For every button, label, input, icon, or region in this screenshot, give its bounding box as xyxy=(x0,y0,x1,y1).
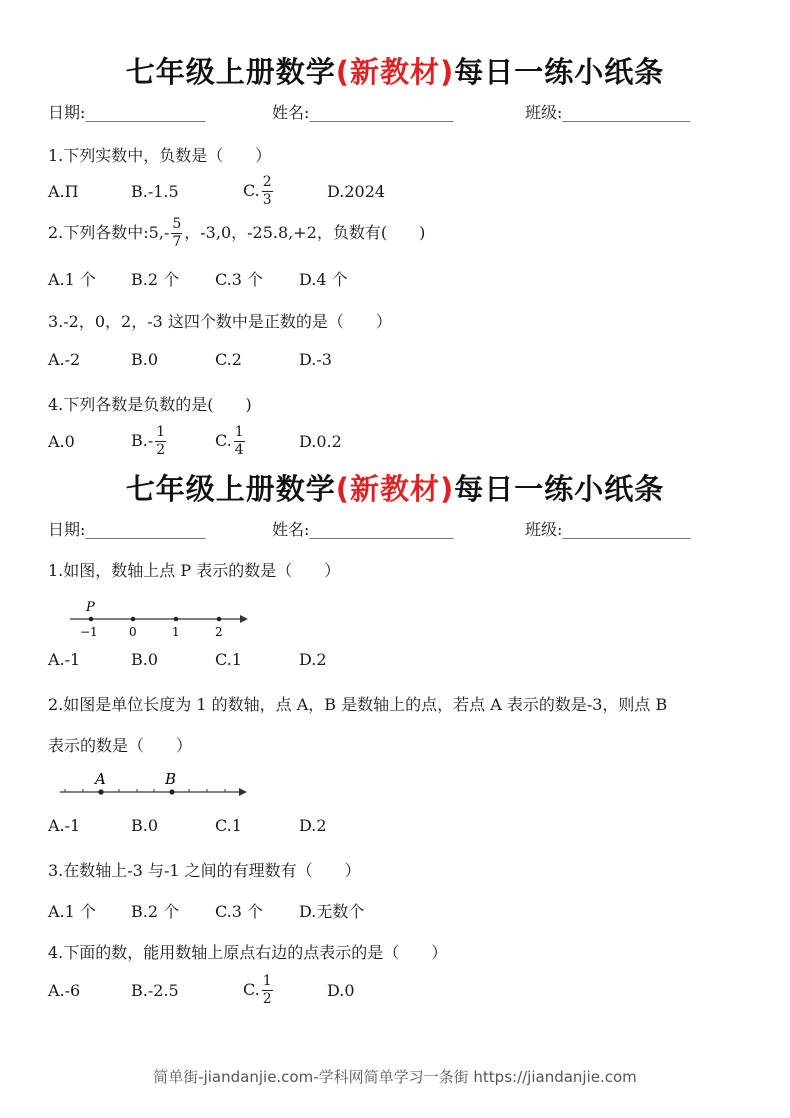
date-field[interactable]: 日期:_______________ xyxy=(48,103,206,122)
fraction-numerator: 1 xyxy=(156,424,166,440)
question-text: 4.下面的数，能用数轴上原点右边的点表示的是（ ） xyxy=(48,943,448,962)
point-a-label: A xyxy=(95,770,106,788)
axis-point xyxy=(217,617,222,622)
option-c[interactable]: C.3 个 xyxy=(215,270,264,289)
tick-label: −1 xyxy=(80,625,98,639)
title-highlight: (新教材) xyxy=(335,55,455,89)
point-b xyxy=(169,789,174,794)
number-line-p xyxy=(62,598,252,643)
name-field[interactable]: 姓名:__________________ xyxy=(272,103,454,122)
axis-point xyxy=(131,617,136,622)
option-b[interactable]: B.2 个 xyxy=(131,270,180,289)
question-text: 3.在数轴上-3 与-1 之间的有理数有（ ） xyxy=(48,861,361,880)
tick-label: 1 xyxy=(172,625,180,639)
fraction xyxy=(171,216,182,251)
option-a[interactable]: A.Π xyxy=(48,182,79,201)
option-a[interactable]: A.1 个 xyxy=(48,902,96,921)
point-b-label: B xyxy=(165,770,177,788)
option-label: C. xyxy=(215,431,232,450)
number-line-ab xyxy=(55,768,255,802)
title-text: 每日一练小纸条 xyxy=(454,55,665,89)
axis-point xyxy=(89,617,94,622)
option-b[interactable] xyxy=(131,424,168,459)
option-label: B.- xyxy=(131,431,154,450)
title-highlight: (新教材) xyxy=(335,472,455,506)
option-label: C. xyxy=(243,980,260,999)
fraction xyxy=(262,973,273,1008)
option-d[interactable]: D.2 xyxy=(299,816,327,835)
option-a[interactable]: A.-1 xyxy=(48,650,81,669)
option-c[interactable]: C.2 xyxy=(215,350,242,369)
option-d[interactable]: D.0.2 xyxy=(299,432,342,451)
option-d[interactable]: D.无数个 xyxy=(299,902,365,921)
option-d[interactable]: D.2024 xyxy=(327,182,386,201)
fraction-denominator: 2 xyxy=(156,442,166,458)
option-a[interactable]: A.-1 xyxy=(48,816,81,835)
option-c[interactable] xyxy=(243,973,275,1008)
option-b[interactable]: B.0 xyxy=(131,816,159,835)
option-a[interactable]: A.1 个 xyxy=(48,270,96,289)
question-text-part: ，-3,0，-25.8,+2，负数有( ) xyxy=(184,223,426,242)
sheet1-title xyxy=(0,50,790,91)
option-a[interactable]: A.-6 xyxy=(48,981,81,1000)
question-text: 4.下列各数是负数的是( ) xyxy=(48,395,252,414)
option-c[interactable]: C.1 xyxy=(215,650,242,669)
option-b[interactable]: B.0 xyxy=(131,650,159,669)
point-a xyxy=(98,789,103,794)
date-field[interactable]: 日期:_______________ xyxy=(48,520,206,539)
point-p-label: P xyxy=(86,600,95,615)
title-text: 七年级上册数学 xyxy=(125,55,336,89)
fraction-denominator: 4 xyxy=(234,442,244,458)
axis-arrow xyxy=(239,788,247,796)
title-text: 每日一练小纸条 xyxy=(454,472,665,506)
option-d[interactable]: D.-3 xyxy=(299,350,332,369)
option-a[interactable]: A.0 xyxy=(48,432,75,451)
tick-label: 0 xyxy=(129,625,137,639)
question-text: 2.如图是单位长度为 1 的数轴，点 A，B 是数轴上的点，若点 A 表示的数是-3，则点 B xyxy=(48,695,668,714)
fraction-denominator: 7 xyxy=(172,234,182,250)
axis-point xyxy=(174,617,179,622)
fraction xyxy=(234,424,245,459)
fraction-numerator: 1 xyxy=(262,973,272,989)
question-text: 1.如图，数轴上点 P 表示的数是（ ） xyxy=(48,561,341,580)
option-c[interactable]: C.3 个 xyxy=(215,902,264,921)
name-field[interactable]: 姓名:__________________ xyxy=(272,520,454,539)
option-b[interactable]: B.2 个 xyxy=(131,902,180,921)
option-c[interactable] xyxy=(215,424,247,459)
option-d[interactable]: D.2 xyxy=(299,650,327,669)
option-d[interactable]: D.4 个 xyxy=(299,270,348,289)
fraction-numerator: 1 xyxy=(234,424,244,440)
class-field[interactable]: 班级:________________ xyxy=(525,103,691,122)
option-c[interactable]: C.1 xyxy=(215,816,242,835)
fraction-denominator: 3 xyxy=(262,192,272,208)
title-text: 七年级上册数学 xyxy=(125,472,336,506)
option-c[interactable] xyxy=(243,174,275,209)
fraction-numerator: 2 xyxy=(262,174,272,190)
fraction xyxy=(262,174,273,209)
footer-text: 简单街-jiandanjie.com-学科网简单学习一条街 https://jiandanjie.com xyxy=(153,1068,637,1086)
question-text: 1.下列实数中，负数是（ ） xyxy=(48,146,272,165)
axis-arrow xyxy=(240,615,248,623)
sheet2-info-row xyxy=(0,517,790,541)
sheet2-title xyxy=(0,467,790,508)
option-d[interactable]: D.0 xyxy=(327,981,355,1000)
option-b[interactable]: B.-1.5 xyxy=(131,182,179,201)
question-text xyxy=(48,216,425,251)
fraction xyxy=(155,424,166,459)
question-text: 表示的数是（ ） xyxy=(48,736,193,755)
question-text-part: 2.下列各数中:5,- xyxy=(48,223,170,242)
sheet1-info-row xyxy=(0,100,790,124)
class-field[interactable]: 班级:________________ xyxy=(525,520,691,539)
fraction-numerator: 5 xyxy=(172,216,182,232)
tick-label: 2 xyxy=(215,625,223,639)
option-b[interactable]: B.-2.5 xyxy=(131,981,179,1000)
option-b[interactable]: B.0 xyxy=(131,350,159,369)
option-a[interactable]: A.-2 xyxy=(48,350,81,369)
option-label: C. xyxy=(243,181,260,200)
fraction-denominator: 2 xyxy=(262,991,272,1007)
question-text: 3.-2，0，2，-3 这四个数中是正数的是（ ） xyxy=(48,312,392,331)
